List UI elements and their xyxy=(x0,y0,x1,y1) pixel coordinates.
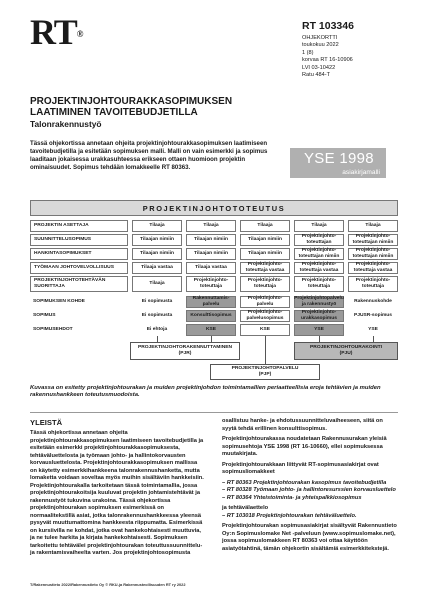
diagram-cell: Tilaaja xyxy=(132,276,182,292)
meta-line: Ratu 484-T xyxy=(302,72,330,79)
paragraph: Projektinjohtourakkaan liittyvät RT-sopimusasiakirjat ovat sopimusliomakkeet xyxy=(222,461,379,475)
diagram-cell: Projektinjohto-palvelusopimus xyxy=(240,310,290,322)
page-footer: T/Rakennustieto 2022/Rakennustieto Oy © RKU-ja Rakennusteollisuuden RT ry 2022 xyxy=(30,582,186,587)
subheading: ja tehtävälaettelo xyxy=(222,505,269,511)
diagram-cell: Tilaajan nimiin xyxy=(240,248,290,260)
diagram-cell: Rakennuskohde xyxy=(354,299,392,305)
diagram-cell: Ei ehtoja xyxy=(146,327,168,333)
output-title: PROJEKTINJOHTORAKENNUTTAMINEN xyxy=(137,344,233,350)
diagram-cell: Tilaaja xyxy=(348,220,398,232)
diagram-cell: Tilaaja xyxy=(132,220,182,232)
diagram-cell: Projektinjohtopalvelu ja rakennustyö xyxy=(294,296,344,307)
diagram-cell: Ei sopimusta xyxy=(141,313,173,319)
diagram-cell: Tilaaja vastaa xyxy=(186,262,236,274)
meta-line: 1 (8) xyxy=(302,49,314,56)
connector-line xyxy=(265,336,266,364)
meta-line: LVI 03-10422 xyxy=(302,64,336,71)
card-metadata xyxy=(302,35,353,79)
diagram-cell: Projektinjohto-urakkasopimus xyxy=(294,310,344,322)
diagram-cell: Projektinjohto-toteuttaja xyxy=(348,276,398,292)
reference-item: – RT 80363 Projektinjohtourakan kasopimus tavoitebudjetilla xyxy=(222,479,387,486)
diagram-cell: Tilaaja vastaa xyxy=(132,262,182,274)
diagram-cell: Ei sopimusta xyxy=(141,299,173,305)
diagram-cell: Rakennuttamis-palvelu xyxy=(186,296,236,308)
row-label: TYÖMAAN JOHTOVELVOLLISUUS xyxy=(30,262,128,274)
diagram-cell: Projektinjohto-toteuttajan nimiin xyxy=(348,234,398,246)
meta-line: korvaa RT 16-10906 xyxy=(302,57,353,64)
paragraph: osallistuu hanke- ja ehdotussuunnitteluvaiheeseen, siitä on syytä tehdä erillinen konsulttisopimus. xyxy=(222,418,383,432)
diagram-cell: YSE xyxy=(294,324,344,336)
diagram-cell: Tilaajan nimiin xyxy=(186,234,236,246)
rt-logo: RT® xyxy=(30,12,83,52)
diagram-cell: Projektinjohto-toteuttajan nimiin xyxy=(348,248,398,260)
diagram-cell: Projektinjohto-toteuttaja xyxy=(294,276,344,292)
document-subtitle: Talonrakennustyö xyxy=(30,119,102,129)
meta-line: OHJEKORTTI xyxy=(302,35,338,41)
paragraph: Projektinjohtourakan sopimusasiakirjat sisältyvät Rakennustieto Oy:n Sopimuslomake Net -palveluun (www.sopimuslomake.net), jossa sopimuslomakkeen RT 80363 voi ottaa käyttöön asiatyötahtinä, tämän ohjekortin sisältämiä esimerkkitekstejä. xyxy=(222,523,397,552)
intro-paragraph: Tässä ohjekortissa annetaan ohjeita projektinjohtourakkasopimuksen laatimiseen tavoitebudjetilla ja esitetään sopimuksen malli. Malli on vain esimerkki ja sopimus laaditaan jokaisessa urakkasuhteessa erikseen ottaen huomioon projektin ominaisuudet. Sopimus tehdään lomakkeelle RT 80363. xyxy=(30,140,268,172)
yse-badge xyxy=(290,148,386,178)
diagram-cell: Tilaaja xyxy=(186,220,236,232)
meta-line: toukokuu 2022 xyxy=(302,42,339,49)
section-heading: YLEISTÄ xyxy=(30,418,63,427)
diagram-caption: Kuvassa on esitetty projektinjohtourakan ja muiden projektinjohdon toimintamallien periaatteellisia eroja tehtävien ja muiden rakennushankkeen toteutusmuodoista. xyxy=(30,385,381,399)
reference-item: – RT 80328 Työmaan johto- ja hallintoresurssien korvausluettelo xyxy=(222,487,396,493)
diagram-cell: Projektinjohto-toteuttaja xyxy=(240,276,290,292)
yse-badge-sub: asiakirjamalli xyxy=(342,169,380,176)
yse-badge-main: YSE 1998 xyxy=(304,150,374,167)
diagram-cell: Tilaaja xyxy=(294,220,344,232)
project-delivery-diagram xyxy=(30,200,398,380)
diagram-band-title: PROJEKTINJOHTOTOTEUTUS xyxy=(30,200,398,216)
diagram-cell: Tilaajan nimiin xyxy=(132,248,182,260)
row-label: PROJEKTINJOHTOTEHTÄVÄN SUORITTAJA xyxy=(30,276,128,292)
output-pjr xyxy=(130,342,240,360)
row-label: PROJEKTIN ASETTAJA xyxy=(30,220,128,232)
output-code: (PJP) xyxy=(258,372,272,377)
paragraph: Projektinjohtourakassa noudatetaan Rakennusurakan yleisiä sopimusehtoja YSE 1998 (RT 16-10660), ellei sopimuksessa muutakirjata. xyxy=(222,436,387,457)
rt-card-number: RT 103346 xyxy=(302,20,354,32)
output-code: (PJU) xyxy=(339,351,353,356)
left-column-text: Tässä ohjekortissa annetaan ohjeita projektinjohtourakkasopimuksen laatimiseen tavoitebudjetilla ja esitetään esimerkki projektinjohtourakkasopimuksesta, tehtäväluettelosta ja työmaan johto- ja hallintokorvausten korvausluettelosta. Projektinjohtourakkasopimuksen mallissa on käytetty esimerkkihankkeena talonrakennushanketta, mutta lomaketta voidaan soveltaa myös muihin sisältäviin hankkeisiin. Projektinjohtourakalla tarkoitetaan tässä toimintamallia, jossa projektinjohtourakoitsija kuuluvat projektin johtamistehtävät ja rakennustyöt tukuvina urakoina. Tässä ohjekortissa projektinjohtourakan sopimuksen esimerkissä on normaalitekstillä asiat, jotka talonrakennushankkeessa yleensä pysyvät muuttumattomina hankkeesta riippumatta. Esimerkissä on kursiivilla ne kohdat, jotka ovat hankekohtaisesti muuttuvia, ja ne tulee harkita ja kirjata hankekohtaisesti. Sopimuksen tarkoitettu tehtävälei projektinjohtourakan toteuttussuunnittelu- ja rakentamisvaiheelta varten. Jos projektinjohtosopimusta xyxy=(30,430,204,556)
diagram-cell: Projektinjohto-palvelu xyxy=(240,296,290,308)
diagram-cell: Tilaajan nimiin xyxy=(132,234,182,246)
output-pjp xyxy=(210,364,320,380)
output-code: (PJR) xyxy=(178,351,192,356)
output-title: PROJEKTINJOHTOPALVELU xyxy=(231,365,299,371)
reference-item: – RT 80364 Yhteistoiminta- ja yhteispalkkiosopimus xyxy=(222,494,362,501)
output-title: PROJEKTINJOHTOURAKOINTI xyxy=(310,344,382,350)
diagram-cell: Tilaajan nimiin xyxy=(240,234,290,246)
diagram-cell: Projektinjohto-toteuttaja vastaa xyxy=(240,262,290,274)
right-column xyxy=(222,418,398,556)
diagram-cell: KSE xyxy=(240,324,290,336)
row-label: HANKINTASOPIMUKSET xyxy=(30,248,128,260)
output-pju xyxy=(294,342,398,360)
diagram-cell: Tilaajan nimiin xyxy=(186,248,236,260)
diagram-cell: Tilaaja xyxy=(240,220,290,232)
diagram-cell: Projektinjohto-toteuttaja vastaa xyxy=(294,262,344,274)
row-label: SUUNNITTELUSOPIMUS xyxy=(30,234,128,246)
diagram-cell: YSE xyxy=(368,327,378,333)
row-label: SOPIMUSEHDOT xyxy=(33,327,73,333)
reference-item: – RT 103018 Projektinjohtourakan tehtäväluettelo. xyxy=(222,512,357,519)
document-title: PROJEKTINJOHTOURAKKASOPIMUKSEN LAATIMINEN TAVOITEBUDJETILLA xyxy=(30,96,233,118)
diagram-cell: PJUSR-sopimus xyxy=(353,313,393,319)
diagram-cell: Projektinjohto-toteuttajan nimiin xyxy=(294,248,344,260)
section-divider xyxy=(30,412,398,413)
diagram-cell: Projektinjohto-toteuttajan xyxy=(294,234,344,246)
diagram-cell: KSE xyxy=(186,324,236,336)
diagram-cell: Projektinjohto-toteuttaja vastaa xyxy=(348,262,398,274)
row-label: SOPIMUS xyxy=(33,313,56,319)
diagram-cell: Konsulttisopimus xyxy=(186,310,236,322)
diagram-cell: Projektinjohto-toteuttaja xyxy=(186,276,236,292)
row-label: SOPIMUKSEN KOHDE xyxy=(33,299,85,305)
